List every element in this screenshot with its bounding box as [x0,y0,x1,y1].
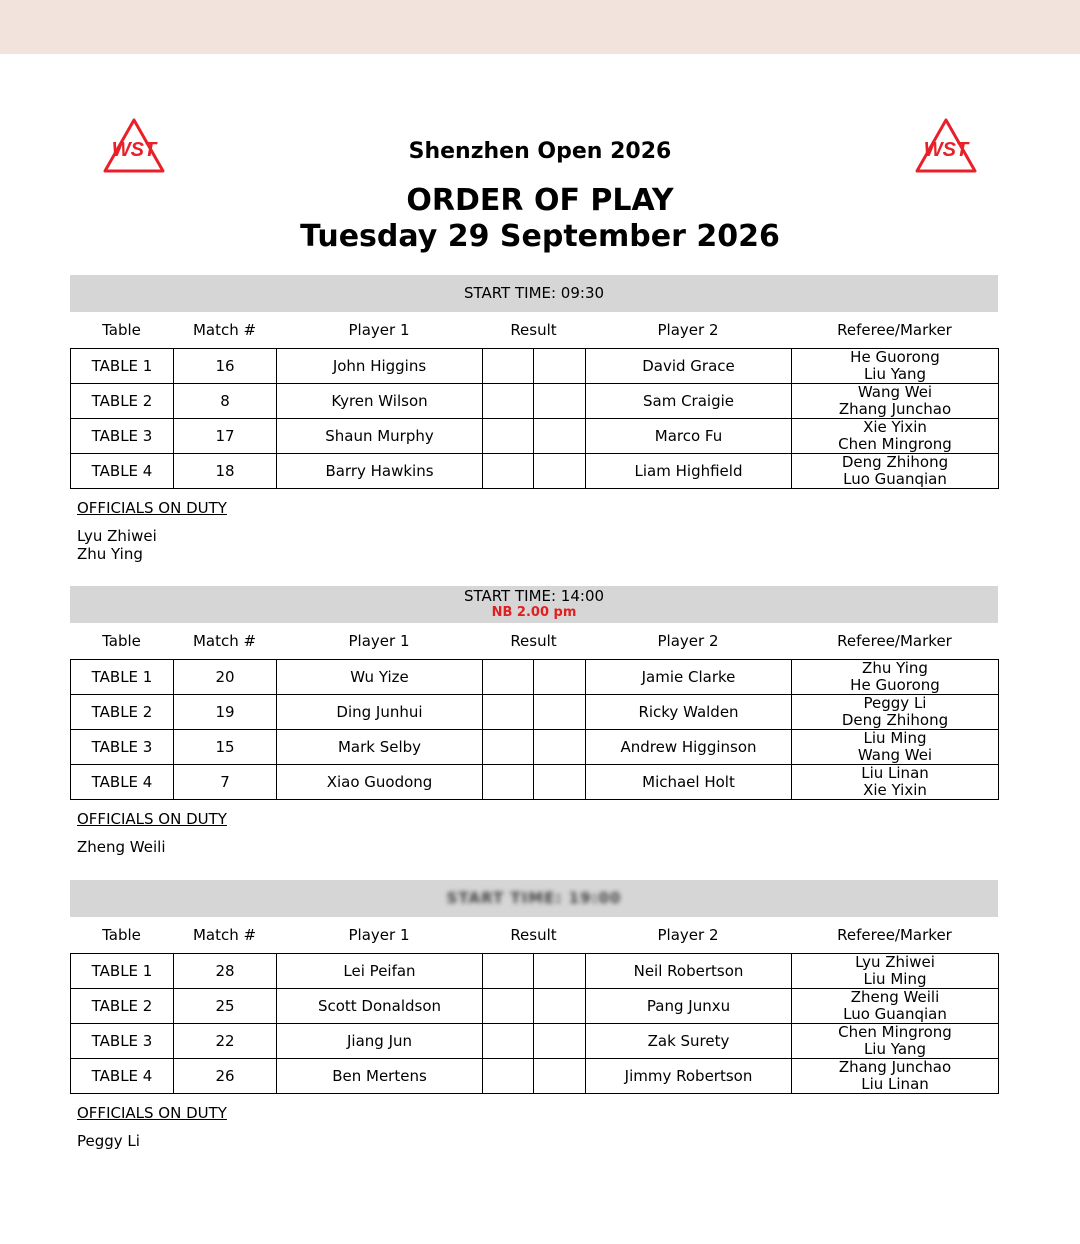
column-header-player-2: Player 2 [657,321,719,339]
player-1-cell: Xiao Guodong [277,765,483,800]
table-cell: TABLE 4 [71,454,174,489]
table-cell: TABLE 3 [71,1024,174,1059]
player-2-cell: Jamie Clarke [586,660,792,695]
table-cell: TABLE 4 [71,1059,174,1094]
start-time-bar [70,275,998,312]
referee-name: Wang Wei [857,383,933,401]
player-1-cell: Ding Junhui [277,695,483,730]
table-row [71,384,999,419]
referee-marker-cell [792,1024,999,1059]
session-1 [70,275,998,563]
table-cell: TABLE 1 [71,349,174,384]
event-title: Shenzhen Open 2026 [408,139,672,164]
result-2-cell [534,419,586,454]
match-number-cell: 25 [174,989,277,1024]
column-header-player-1: Player 1 [348,632,410,650]
top-margin-bar [0,0,1080,54]
table-cell: TABLE 4 [71,765,174,800]
officials-list [77,527,998,563]
table-cell: TABLE 1 [71,660,174,695]
svg-text:WST: WST [111,139,157,161]
column-header-match: Match # [192,321,257,339]
start-time-label: START TIME: 09:30 [463,284,605,302]
referee-marker-cell [792,384,999,419]
match-number-cell: 17 [174,419,277,454]
referee-marker-cell [792,419,999,454]
table-cell: TABLE 2 [71,695,174,730]
start-time-note: NB 2.00 pm [491,605,577,620]
player-2-cell: Marco Fu [586,419,792,454]
result-2-cell [534,695,586,730]
table-row [71,349,999,384]
table-row [71,695,999,730]
referee-name: Zhu Ying [862,659,928,677]
session-3 [70,880,998,1150]
referee-marker-cell [792,454,999,489]
player-2-cell: Michael Holt [586,765,792,800]
result-1-cell [483,1024,534,1059]
player-1-cell: Barry Hawkins [277,454,483,489]
start-time-bar [70,586,998,623]
result-2-cell [534,1024,586,1059]
player-2-cell: Liam Highfield [586,454,792,489]
referee-name: Liu Ming [863,729,927,747]
referee-marker-cell [792,695,999,730]
order-of-play-table [70,348,999,489]
player-1-cell: Wu Yize [277,660,483,695]
result-2-cell [534,454,586,489]
officials-on-duty [70,499,998,563]
column-header-referee-marker: Referee/Marker [837,321,952,339]
table-row [71,730,999,765]
officials-heading: OFFICIALS ON DUTY [77,810,227,828]
referee-name: Xie Yixin [863,418,927,436]
result-2-cell [534,349,586,384]
official-name: Zhu Ying [77,545,143,563]
column-header-table: Table [102,926,141,944]
result-2-cell [534,730,586,765]
marker-name: Luo Guanqian [843,1005,947,1023]
player-1-cell: Ben Mertens [277,1059,483,1094]
referee-name: He Guorong [850,348,940,366]
result-1-cell [483,419,534,454]
referee-marker-cell [792,349,999,384]
column-header-table: Table [102,632,141,650]
column-header-table: Table [102,321,141,339]
player-1-cell: Shaun Murphy [277,419,483,454]
player-1-cell: Kyren Wilson [277,384,483,419]
column-header-result: Result [510,321,557,339]
column-headers [70,623,998,659]
officials-heading: OFFICIALS ON DUTY [77,1104,227,1122]
start-time-bar [70,880,998,917]
svg-text:WST: WST [923,139,969,161]
order-of-play-table [70,953,999,1094]
result-1-cell [483,454,534,489]
officials-list [77,1132,998,1150]
column-header-referee-marker: Referee/Marker [837,926,952,944]
result-2-cell [534,660,586,695]
match-number-cell: 18 [174,454,277,489]
table-row [71,989,999,1024]
table-row [71,954,999,989]
referee-marker-cell [792,954,999,989]
marker-name: Liu Yang [863,1040,927,1058]
result-1-cell [483,989,534,1024]
officials-on-duty [70,1104,998,1150]
player-1-cell: Scott Donaldson [277,989,483,1024]
column-header-player-2: Player 2 [657,926,719,944]
referee-marker-cell [792,730,999,765]
result-1-cell [483,730,534,765]
marker-name: He Guorong [850,676,940,694]
marker-name: Luo Guanqian [843,470,947,488]
match-number-cell: 16 [174,349,277,384]
referee-name: Zhang Junchao [838,1058,952,1076]
referee-name: Chen Mingrong [838,1023,952,1041]
page-title [0,183,1080,255]
column-header-player-1: Player 1 [348,321,410,339]
result-2-cell [534,765,586,800]
player-2-cell: Ricky Walden [586,695,792,730]
session-2 [70,586,998,856]
table-cell: TABLE 2 [71,989,174,1024]
official-name: Zheng Weili [77,838,166,856]
result-2-cell [534,954,586,989]
referee-marker-cell [792,1059,999,1094]
match-number-cell: 22 [174,1024,277,1059]
referee-marker-cell [792,989,999,1024]
referee-marker-cell [792,660,999,695]
officials-heading: OFFICIALS ON DUTY [77,499,227,517]
marker-name: Chen Mingrong [838,435,952,453]
order-of-play-table [70,659,999,800]
referee-name: Liu Linan [861,764,929,782]
match-number-cell: 28 [174,954,277,989]
player-2-cell: Sam Craigie [586,384,792,419]
player-1-cell: Lei Peifan [277,954,483,989]
player-2-cell: Jimmy Robertson [586,1059,792,1094]
column-header-match: Match # [192,926,257,944]
result-1-cell [483,695,534,730]
column-header-result: Result [510,632,557,650]
marker-name: Liu Linan [861,1075,929,1093]
result-1-cell [483,349,534,384]
start-time-label: START TIME: 14:00 [463,587,605,605]
result-1-cell [483,660,534,695]
player-2-cell: Andrew Higginson [586,730,792,765]
referee-name: Zheng Weili [850,988,940,1006]
result-1-cell [483,1059,534,1094]
column-header-result: Result [510,926,557,944]
table-row [71,1059,999,1094]
match-number-cell: 7 [174,765,277,800]
player-1-cell: John Higgins [277,349,483,384]
player-2-cell: Pang Junxu [586,989,792,1024]
result-2-cell [534,989,586,1024]
table-row [71,660,999,695]
result-1-cell [483,954,534,989]
official-name: Peggy Li [77,1132,140,1150]
referee-name: Lyu Zhiwei [855,953,935,971]
marker-name: Deng Zhihong [841,711,949,729]
referee-marker-cell [792,765,999,800]
marker-name: Liu Ming [863,970,927,988]
table-row [71,1024,999,1059]
officials-on-duty [70,810,998,856]
column-headers [70,312,998,348]
result-1-cell [483,384,534,419]
marker-name: Xie Yixin [863,781,927,799]
table-cell: TABLE 2 [71,384,174,419]
match-number-cell: 8 [174,384,277,419]
column-header-player-1: Player 1 [348,926,410,944]
column-header-player-2: Player 2 [657,632,719,650]
marker-name: Liu Yang [863,365,927,383]
match-number-cell: 15 [174,730,277,765]
table-cell: TABLE 3 [71,419,174,454]
marker-name: Zhang Junchao [838,400,952,418]
result-2-cell [534,384,586,419]
player-2-cell: Neil Robertson [586,954,792,989]
table-row [71,454,999,489]
officials-list [77,838,998,856]
column-header-referee-marker: Referee/Marker [837,632,952,650]
match-number-cell: 26 [174,1059,277,1094]
marker-name: Wang Wei [857,746,933,764]
date-heading: Tuesday 29 September 2026 [300,219,780,254]
player-2-cell: David Grace [586,349,792,384]
column-headers [70,917,998,953]
order-of-play-heading: ORDER OF PLAY [406,183,674,218]
player-1-cell: Jiang Jun [277,1024,483,1059]
table-row [71,765,999,800]
player-2-cell: Zak Surety [586,1024,792,1059]
table-cell: TABLE 1 [71,954,174,989]
start-time-label: START TIME: 19:00 [446,889,622,907]
referee-name: Peggy Li [863,694,927,712]
referee-name: Deng Zhihong [841,453,949,471]
match-number-cell: 20 [174,660,277,695]
match-number-cell: 19 [174,695,277,730]
column-header-match: Match # [192,632,257,650]
player-1-cell: Mark Selby [277,730,483,765]
result-1-cell [483,765,534,800]
table-row [71,419,999,454]
official-name: Lyu Zhiwei [77,527,157,545]
result-2-cell [534,1059,586,1094]
table-cell: TABLE 3 [71,730,174,765]
